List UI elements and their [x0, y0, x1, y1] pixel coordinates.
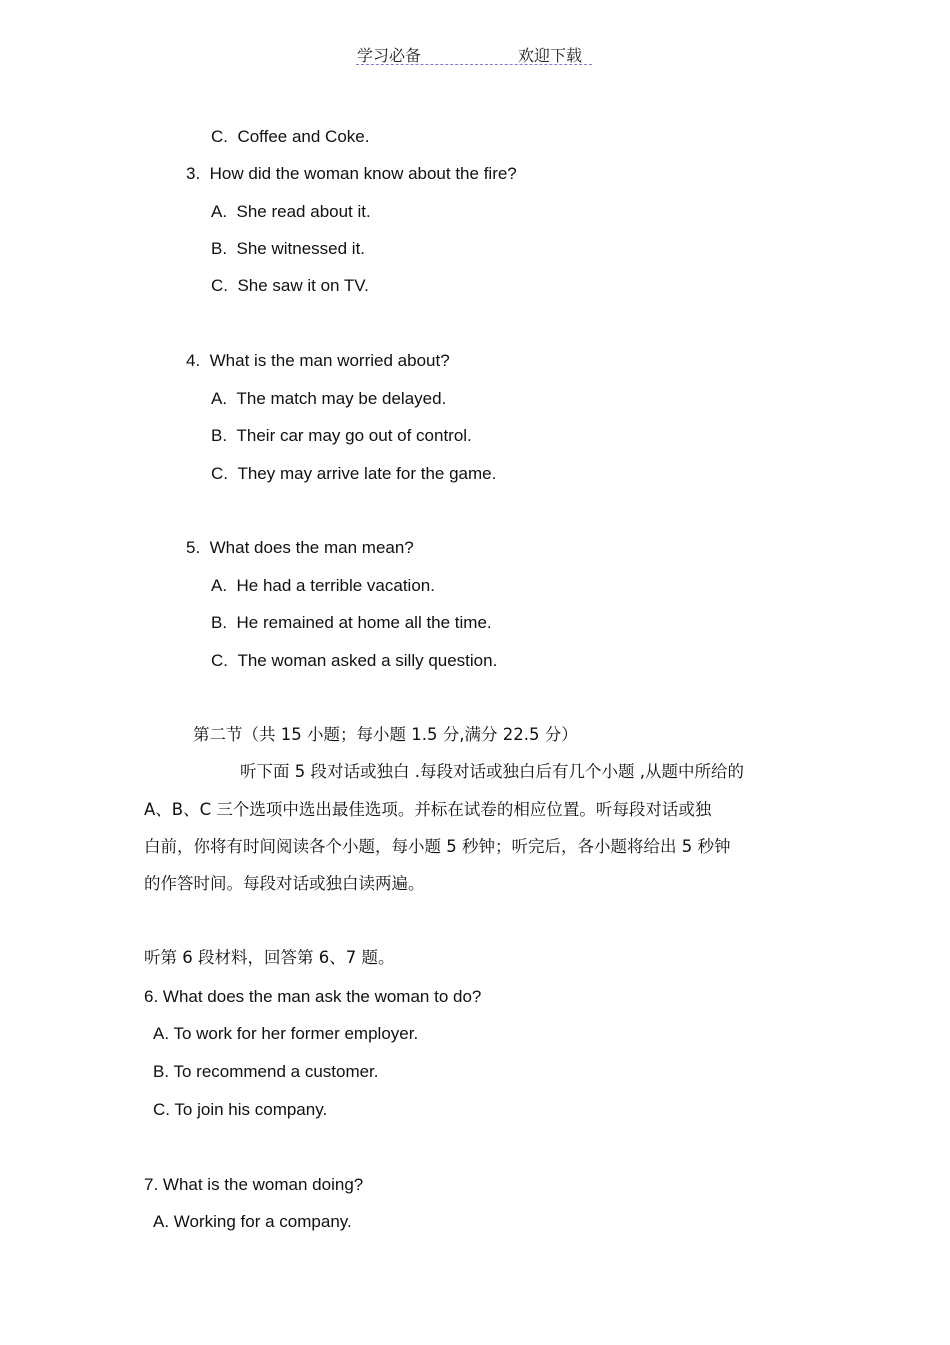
option-letter: B.: [211, 239, 228, 258]
option-item: [211, 275, 369, 297]
instruction-line: 的作答时间。每段对话或独白读两遍。: [144, 874, 425, 893]
option-text: They may arrive late for the game.: [237, 464, 497, 483]
option-item: [211, 463, 496, 485]
option-letter: A.: [211, 389, 228, 408]
option-text: She read about it.: [236, 202, 371, 221]
option-item: [211, 650, 497, 672]
question-item: [186, 537, 414, 559]
header-left-text: 学习必备: [357, 46, 422, 65]
option-item: B. To recommend a customer.: [153, 1062, 379, 1081]
option-text: Coffee and Coke.: [237, 127, 370, 146]
section-heading: 第二节（共 15 小题；每小题 1.5 分,满分 22.5 分）: [193, 725, 578, 744]
question-text: How did the woman know about the fire?: [209, 164, 517, 183]
option-item: [211, 238, 365, 260]
option-text: The woman asked a silly question.: [237, 651, 498, 670]
question-text: What is the man worried about?: [209, 351, 450, 370]
page-header: [356, 42, 592, 65]
material-intro: 听第 6 段材料，回答第 6、7 题。: [144, 948, 395, 967]
option-letter: C.: [211, 464, 228, 483]
option-item: A. To work for her former employer.: [153, 1024, 419, 1043]
option-text: She witnessed it.: [236, 239, 366, 258]
question-text: What does the man mean?: [209, 538, 414, 557]
option-text: The match may be delayed.: [236, 389, 447, 408]
question-text: 6. What does the man ask the woman to do?: [144, 987, 482, 1006]
option-text: She saw it on TV.: [237, 276, 369, 295]
option-letter: B.: [211, 613, 228, 632]
question-number: 5.: [186, 538, 201, 557]
option-item: [211, 201, 371, 223]
question-item: [186, 163, 517, 185]
header-right-text: 欢迎下载: [518, 46, 583, 65]
instruction-line: 白前，你将有时间阅读各个小题，每小题 5 秒钟；听完后，各小题将给出 5 秒钟: [144, 837, 731, 856]
instruction-line: 听下面 5 段对话或独白 .每段对话或独白后有几个小题 ,从题中所给的: [240, 762, 744, 781]
option-item: A. Working for a company.: [153, 1212, 352, 1231]
option-item: [211, 126, 369, 148]
option-letter: A.: [211, 576, 228, 595]
option-item: [211, 388, 446, 410]
option-item: [211, 575, 435, 597]
option-letter: C.: [211, 127, 228, 146]
option-item: [211, 612, 492, 634]
question-text: 7. What is the woman doing?: [144, 1175, 364, 1194]
option-item: [211, 425, 472, 447]
instruction-line: A、B、C 三个选项中选出最佳选项。并标在试卷的相应位置。听每段对话或独: [144, 800, 712, 819]
option-letter: C.: [211, 276, 228, 295]
option-letter: B.: [211, 426, 228, 445]
question-number: 3.: [186, 164, 201, 183]
option-letter: C.: [211, 651, 228, 670]
option-text: Their car may go out of control.: [236, 426, 472, 445]
question-item: [186, 350, 450, 372]
option-text: He remained at home all the time.: [236, 613, 492, 632]
question-number: 4.: [186, 351, 201, 370]
option-item: C. To join his company.: [153, 1100, 328, 1119]
option-letter: A.: [211, 202, 228, 221]
option-text: He had a terrible vacation.: [236, 576, 435, 595]
